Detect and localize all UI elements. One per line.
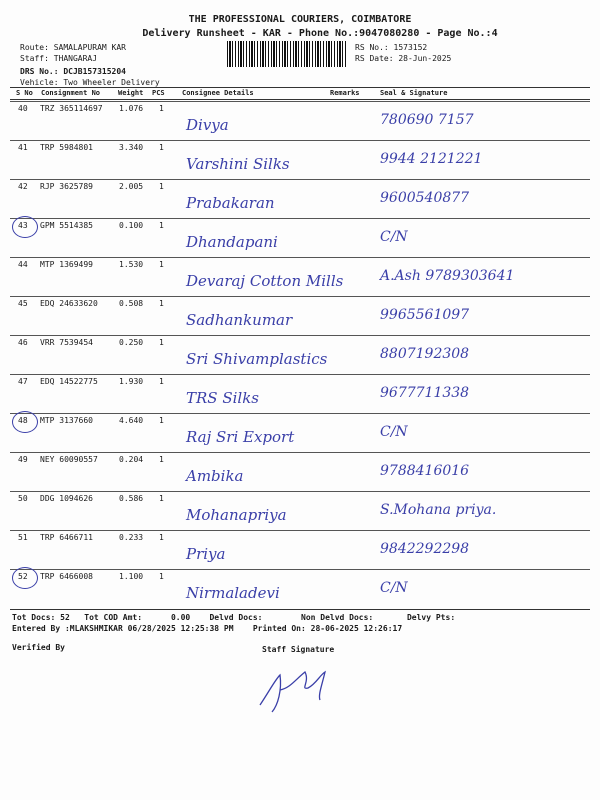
footer-line-1: [12, 612, 455, 623]
tot-cod-label: Tot COD Amt:: [84, 613, 143, 622]
consignment-number: VRR 7539454: [40, 338, 93, 347]
serial-number: 40: [18, 104, 28, 113]
consignee-name: TRS Silks: [186, 389, 260, 407]
consignment-number: MTP 1369499: [40, 260, 93, 269]
seal-signature: 9965561097: [380, 307, 470, 323]
meta-right: [355, 42, 451, 64]
consignee-name: Ambika: [186, 467, 244, 485]
pieces-count: 1: [159, 377, 164, 386]
serial-number: 44: [18, 260, 28, 269]
consignment-number: TRP 6466008: [40, 572, 93, 581]
pieces-count: 1: [159, 143, 164, 152]
col-consignee: Consignee Details: [182, 89, 254, 97]
serial-number: 48: [18, 416, 28, 425]
pieces-count: 1: [159, 260, 164, 269]
weight-value: 1.930: [119, 377, 144, 386]
weight-value: 0.233: [119, 533, 144, 542]
table-row: [10, 452, 590, 492]
seal-signature: 9944 2121221: [380, 151, 483, 167]
col-pcs: PCS: [152, 89, 165, 97]
weight-value: 0.586: [119, 494, 144, 503]
seal-signature: S.Mohana priya.: [380, 502, 497, 518]
weight-value: 3.340: [119, 143, 144, 152]
weight-value: 2.005: [119, 182, 144, 191]
seal-signature: C/N: [380, 424, 408, 440]
table-row: [10, 413, 590, 453]
weight-value: 0.204: [119, 455, 144, 464]
weight-value: 1.100: [119, 572, 144, 581]
serial-number: 47: [18, 377, 28, 386]
consignee-name: Raj Sri Export: [186, 428, 295, 446]
table-row: [10, 296, 590, 336]
col-remarks: Remarks: [330, 89, 360, 97]
consignment-number: EDQ 24633620: [40, 299, 98, 308]
col-sno: S No: [16, 89, 33, 97]
col-weight: Weight: [118, 89, 144, 97]
verified-by-label: Verified By: [12, 643, 65, 652]
weight-value: 4.640: [119, 416, 144, 425]
consignee-name: Sadhankumar: [186, 311, 293, 329]
consignee-name: Priya: [186, 545, 226, 563]
seal-signature: 8807192308: [380, 346, 470, 362]
serial-number: 50: [18, 494, 28, 503]
header-rule-top: [10, 87, 590, 88]
seal-signature: C/N: [380, 580, 408, 596]
table-row: [10, 530, 590, 570]
seal-signature: 9600540877: [380, 190, 470, 206]
table-row: [10, 257, 590, 297]
serial-number: 52: [18, 572, 28, 581]
pieces-count: 1: [159, 494, 164, 503]
consignee-name: Sri Shivamplastics: [186, 350, 328, 368]
consignment-number: GPM 5514385: [40, 221, 93, 230]
consignment-number: MTP 3137660: [40, 416, 93, 425]
pieces-count: 1: [159, 299, 164, 308]
footer-rule: [10, 609, 590, 610]
serial-number: 41: [18, 143, 28, 152]
serial-number: 45: [18, 299, 28, 308]
consignment-number: TRP 5984801: [40, 143, 93, 152]
col-consignment: Consignment No: [41, 89, 101, 97]
rs-date-text: RS Date: 28-Jun-2025: [355, 54, 452, 63]
route-text: Route: SAMALAPURAM KAR: [20, 43, 126, 52]
weight-value: 1.530: [119, 260, 144, 269]
table-row: [10, 140, 590, 180]
consignment-number: NEY 60090557: [40, 455, 98, 464]
seal-signature: C/N: [380, 229, 408, 245]
seal-signature: 9677711338: [380, 385, 470, 401]
table-row: [10, 101, 590, 141]
printed-on: Printed On: 28-06-2025 12:26:17: [252, 624, 403, 633]
serial-number: 42: [18, 182, 28, 191]
consignee-name: Nirmaladevi: [186, 584, 280, 602]
consignment-number: TRZ 365114697: [40, 104, 103, 113]
seal-signature: 780690 7157: [380, 112, 474, 128]
pen-circle-mark: [12, 411, 38, 433]
pieces-count: 1: [159, 572, 164, 581]
table-row: [10, 491, 590, 531]
pieces-count: 1: [159, 221, 164, 230]
pieces-count: 1: [159, 455, 164, 464]
pieces-count: 1: [159, 533, 164, 542]
serial-number: 49: [18, 455, 28, 464]
staff-signature-mark: [250, 660, 340, 720]
table-row: [10, 374, 590, 414]
col-signature: Seal & Signature: [380, 89, 448, 97]
consignee-name: Varshini Silks: [186, 155, 290, 173]
non-delvd-docs: Non Delvd Docs:: [301, 613, 374, 622]
delvy-pts: Delvy Pts:: [406, 613, 456, 622]
drs-text: DRS No.: DCJB157315204: [20, 67, 126, 76]
weight-value: 1.076: [119, 104, 144, 113]
weight-value: 0.508: [119, 299, 144, 308]
seal-signature: A.Ash 9789303641: [380, 268, 515, 284]
company-title: THE PROFESSIONAL COURIERS, COIMBATORE: [188, 14, 412, 25]
barcode-image: [227, 41, 347, 67]
tot-cod-value: 0.00: [170, 613, 191, 622]
consignment-number: TRP 6466711: [40, 533, 93, 542]
pen-circle-mark: [12, 216, 38, 238]
serial-number: 43: [18, 221, 28, 230]
consignee-name: Mohanapriya: [186, 506, 287, 524]
consignee-name: Prabakaran: [186, 194, 275, 212]
serial-number: 51: [18, 533, 28, 542]
serial-number: 46: [18, 338, 28, 347]
tot-docs: Tot Docs: 52: [12, 613, 70, 622]
table-row: [10, 335, 590, 375]
staff-signature-label: Staff Signature: [262, 645, 335, 654]
seal-signature: 9842292298: [380, 541, 470, 557]
consignment-number: EDQ 14522775: [40, 377, 98, 386]
runsheet-subtitle: Delivery Runsheet - KAR - Phone No.:9047080280 - Page No.:4: [142, 28, 498, 39]
table-row: [10, 179, 590, 219]
seal-signature: 9788416016: [380, 463, 470, 479]
pieces-count: 1: [159, 104, 164, 113]
vehicle-text: Vehicle: Two Wheeler Delivery: [20, 78, 160, 87]
pieces-count: 1: [159, 416, 164, 425]
consignee-name: Divya: [186, 116, 229, 134]
rs-no-text: RS No.: 1573152: [355, 43, 428, 52]
pieces-count: 1: [159, 182, 164, 191]
meta-left: [20, 42, 160, 88]
consignee-name: Dhandapani: [186, 233, 278, 251]
consignment-number: DDG 1094626: [40, 494, 93, 503]
weight-value: 0.250: [119, 338, 144, 347]
delvd-docs: Delvd Docs:: [209, 613, 263, 622]
table-row: [10, 218, 590, 258]
entered-by: Entered By :MLAKSHMIKAR 06/28/2025 12:25:38 PM: [12, 624, 234, 633]
footer-line-2: [12, 623, 402, 634]
table-row: [10, 569, 590, 609]
consignee-name: Devaraj Cotton Mills: [186, 272, 344, 290]
pieces-count: 1: [159, 338, 164, 347]
pen-circle-mark: [12, 567, 38, 589]
header-rule-bottom: [10, 99, 590, 100]
staff-text: Staff: THANGARAJ: [20, 54, 98, 63]
weight-value: 0.100: [119, 221, 144, 230]
consignment-number: RJP 3625789: [40, 182, 93, 191]
